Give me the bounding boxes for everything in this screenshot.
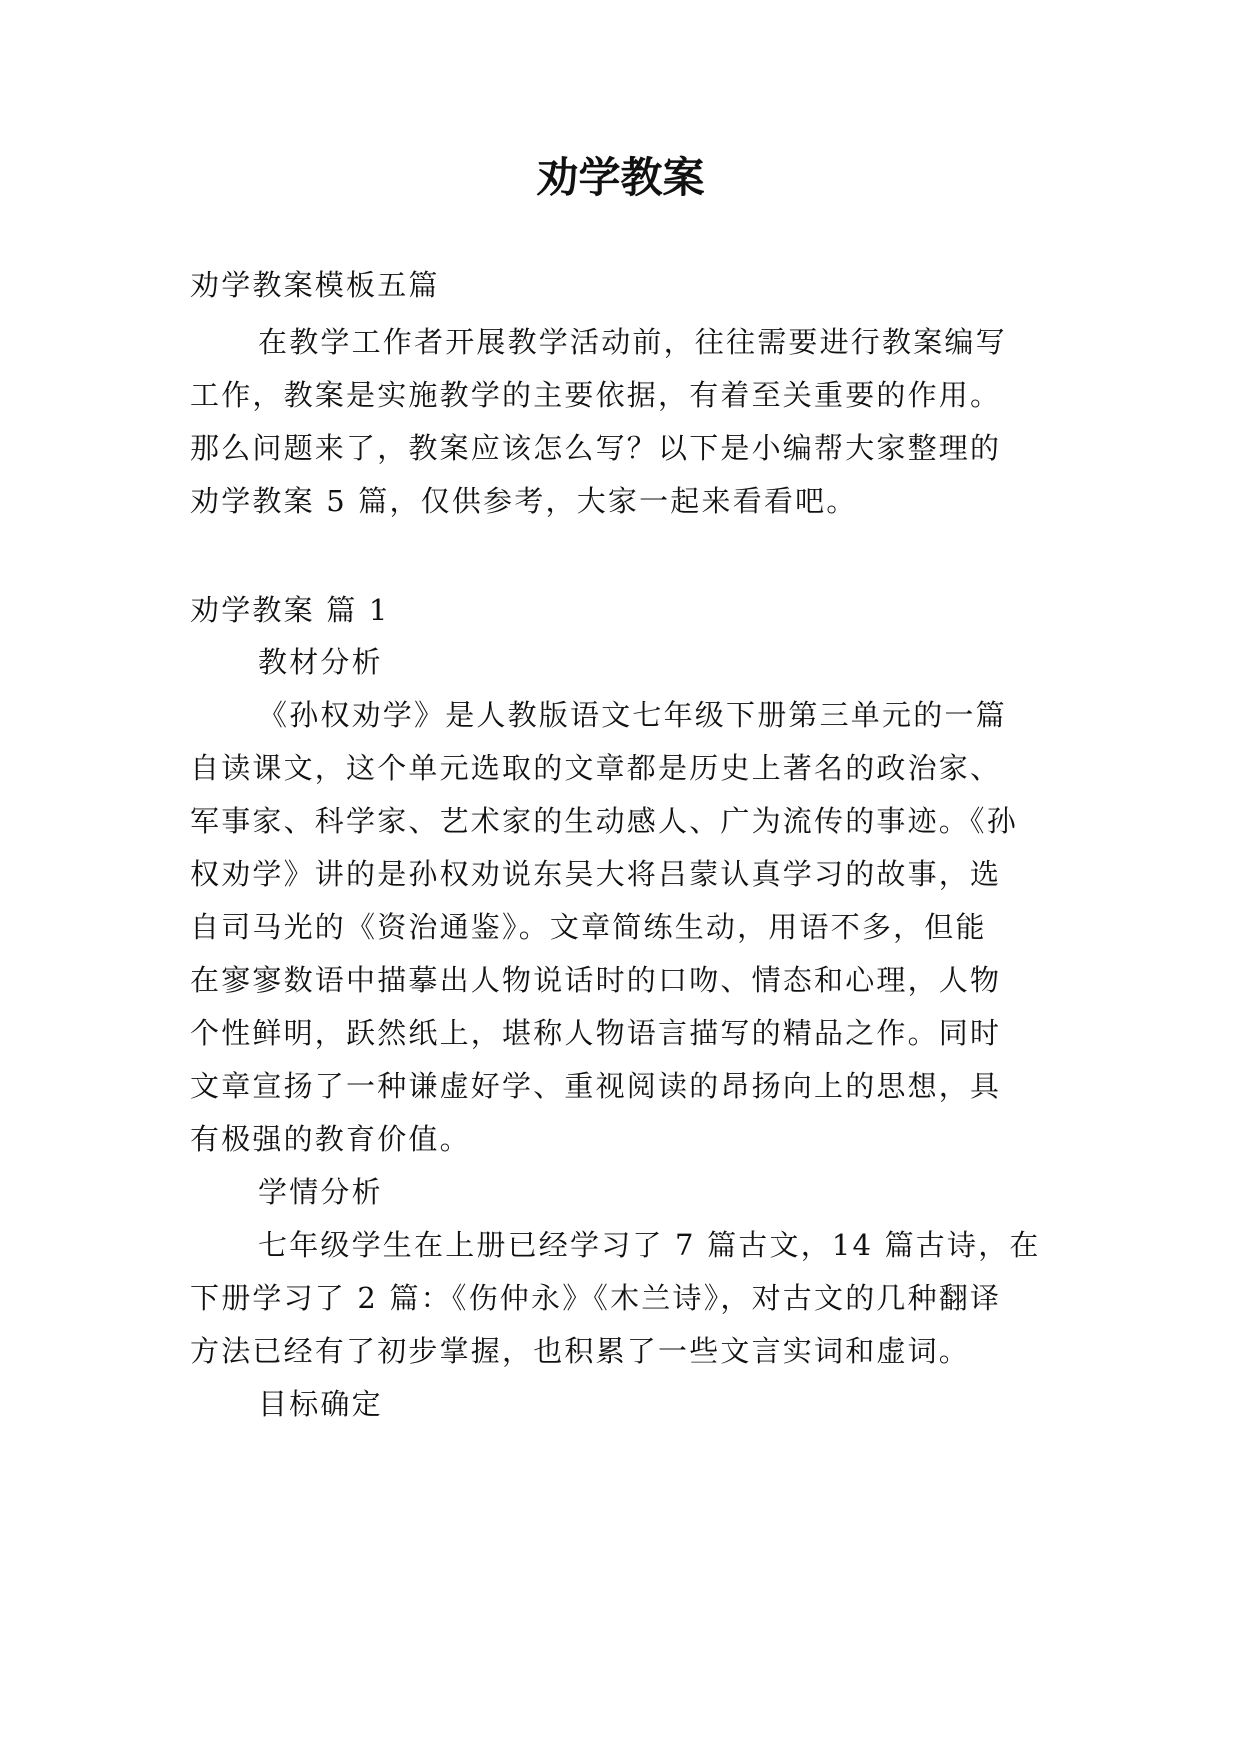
paragraph-line: 在教学工作者开展教学活动前，往往需要进行教案编写 [258,325,1007,359]
paragraph-line: 文章宣扬了一种谦虚好学、重视阅读的昂扬向上的思想，具 [190,1069,1002,1103]
section-heading: 劝学教案 篇 1 [190,593,390,627]
subsection-heading: 教材分析 [258,645,383,679]
paragraph-line: 有极强的教育价值。 [190,1122,471,1156]
paragraph-line: 工作，教案是实施教学的主要依据，有着至关重要的作用。 [190,378,1002,412]
paragraph-line: 那么问题来了，教案应该怎么写？以下是小编帮大家整理的 [190,431,1002,465]
paragraph-line: 七年级学生在上册已经学习了 7 篇古文，14 篇古诗，在 [258,1228,1041,1262]
paragraph-line: 《孙权劝学》是人教版语文七年级下册第三单元的一篇 [258,698,1007,732]
document-title: 劝学教案 [536,153,705,202]
paragraph-line: 军事家、科学家、艺术家的生动感人、广为流传的事迹。《孙 [190,804,1018,838]
paragraph-line: 权劝学》讲的是孙权劝说东吴大将吕蒙认真学习的故事，选 [190,857,1002,891]
subsection-heading: 学情分析 [258,1175,383,1209]
paragraph-line: 自读课文，这个单元选取的文章都是历史上著名的政治家、 [190,751,1002,785]
paragraph-line: 方法已经有了初步掌握，也积累了一些文言实词和虚词。 [190,1334,971,1368]
subtitle-line: 劝学教案模板五篇 [190,268,440,302]
paragraph-line: 在寥寥数语中描摹出人物说话时的口吻、情态和心理，人物 [190,963,1002,997]
paragraph-line: 个性鲜明，跃然纸上，堪称人物语言描写的精品之作。同时 [190,1016,1002,1050]
subsection-heading: 目标确定 [258,1387,383,1421]
paragraph-line: 下册学习了 2 篇：《伤仲永》《木兰诗》，对古文的几种翻译 [190,1281,1002,1315]
paragraph-line: 自司马光的《资治通鉴》。文章简练生动，用语不多，但能 [190,910,987,944]
paragraph-line: 劝学教案 5 篇，仅供参考，大家一起来看看吧。 [190,484,858,518]
